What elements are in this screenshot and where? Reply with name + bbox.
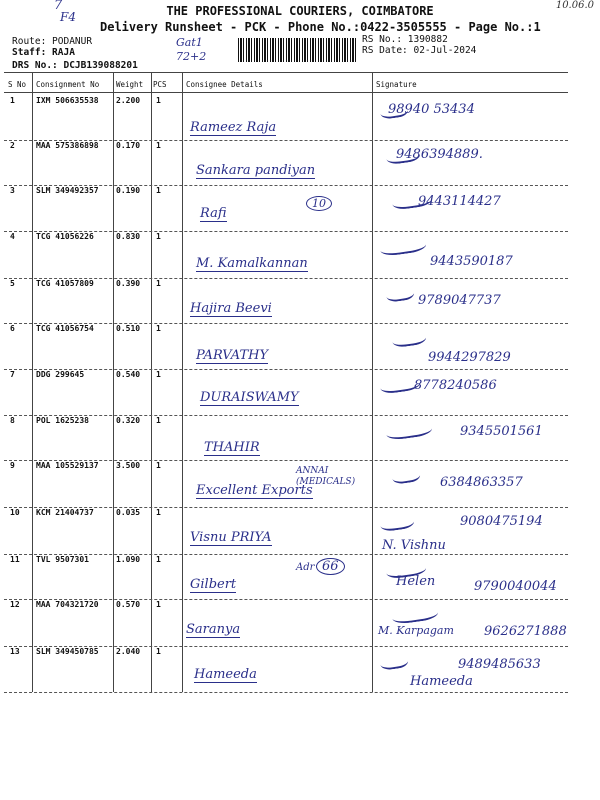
handwritten-gate: Gat1 bbox=[176, 36, 203, 49]
row-consignment-no: MAA 105529137 bbox=[36, 461, 99, 470]
row-consignee-name: Sankara pandiyan bbox=[196, 163, 316, 178]
row-sno: 11 bbox=[10, 555, 20, 564]
row-consignment-no: SLM 349450785 bbox=[36, 647, 99, 656]
row-signature-scribble bbox=[385, 419, 433, 441]
row-consignee-name: Rafi bbox=[200, 206, 227, 221]
row-phone-number: 9789047737 bbox=[418, 293, 501, 308]
row-consignee-name: Saranya bbox=[186, 622, 241, 637]
route-label: Route: PODANUR bbox=[12, 36, 93, 47]
row9-medicals-note: ANNAI (MEDICALS) bbox=[296, 466, 356, 487]
row-signature-scribble bbox=[391, 465, 421, 485]
row-signature-scribble bbox=[379, 235, 427, 257]
rs-date: RS Date: 02-Jul-2024 bbox=[362, 45, 477, 56]
row-weight: 0.570 bbox=[116, 600, 141, 609]
row10-signature-name: N. Vishnu bbox=[382, 538, 446, 553]
row11-circled-note: 66 bbox=[316, 558, 345, 575]
corner-date-note: 10.06.0 bbox=[555, 0, 594, 11]
row-sno: 1 bbox=[10, 96, 15, 105]
row-weight: 0.830 bbox=[116, 232, 141, 241]
row-weight: 0.170 bbox=[116, 141, 141, 150]
row-sno: 3 bbox=[10, 186, 15, 195]
row-phone-number: 98940 53434 bbox=[388, 102, 475, 117]
row-consignee-name: PARVATHY bbox=[196, 348, 269, 363]
row-consignment-no: TCG 41057809 bbox=[36, 279, 94, 288]
row-sno: 12 bbox=[10, 600, 20, 609]
row-pcs: 1 bbox=[156, 186, 161, 195]
row-consignment-no: DDG 299645 bbox=[36, 370, 85, 379]
document-subtitle: Delivery Runsheet - PCK - Phone No.:0422-3505555 - Page No.:1 bbox=[100, 20, 541, 34]
row-phone-number: 6384863357 bbox=[440, 475, 523, 490]
row-phone-number: 9080475194 bbox=[460, 514, 543, 529]
row-pcs: 1 bbox=[156, 461, 161, 470]
row-consignment-no: TCG 41056754 bbox=[36, 324, 94, 333]
row-pcs: 1 bbox=[156, 416, 161, 425]
row-weight: 1.090 bbox=[116, 555, 141, 564]
row-consignment-no: IXM 506635538 bbox=[36, 96, 99, 105]
row-phone-number: 8778240586 bbox=[414, 378, 497, 393]
row-sno: 6 bbox=[10, 324, 15, 333]
handwritten-number: 7 bbox=[54, 0, 63, 13]
barcode bbox=[238, 38, 356, 62]
row-consignment-no: KCM 21404737 bbox=[36, 508, 94, 517]
row-pcs: 1 bbox=[156, 508, 161, 517]
row11-adr-note: Adr bbox=[296, 562, 315, 573]
row11-signature-name: Helen bbox=[396, 574, 436, 589]
row12-signature-name: M. Karpagam bbox=[378, 624, 454, 637]
row-phone-number: 9626271888 bbox=[484, 624, 567, 639]
row-divider bbox=[4, 369, 568, 370]
row-pcs: 1 bbox=[156, 324, 161, 333]
row-weight: 3.500 bbox=[116, 461, 141, 470]
rs-number: RS No.: 1390882 bbox=[362, 34, 448, 45]
row-signature-scribble bbox=[379, 651, 409, 671]
drs-number: DRS No.: DCJB139088201 bbox=[12, 60, 138, 71]
row-pcs: 1 bbox=[156, 647, 161, 656]
row-signature-scribble bbox=[391, 328, 427, 349]
row-consignment-no: SLM 349492357 bbox=[36, 186, 99, 195]
row-sno: 7 bbox=[10, 370, 15, 379]
row-signature-scribble bbox=[385, 283, 415, 303]
row-sno: 2 bbox=[10, 141, 15, 150]
row-consignee-name: Rameez Raja bbox=[190, 120, 277, 135]
row-pcs: 1 bbox=[156, 370, 161, 379]
row-weight: 0.035 bbox=[116, 508, 141, 517]
row-pcs: 1 bbox=[156, 96, 161, 105]
row-sno: 13 bbox=[10, 647, 20, 656]
header-bottom-border bbox=[4, 92, 568, 93]
row-consignment-no: TCG 41056226 bbox=[36, 232, 94, 241]
row-pcs: 1 bbox=[156, 141, 161, 150]
row-weight: 2.200 bbox=[116, 96, 141, 105]
row-pcs: 1 bbox=[156, 279, 161, 288]
row-consignee-name: Visnu PRIYA bbox=[190, 530, 272, 545]
row-weight: 0.190 bbox=[116, 186, 141, 195]
row-consignment-no: TVL 9507301 bbox=[36, 555, 89, 564]
row-divider bbox=[4, 692, 568, 693]
row-consignee-name: Excellent Exports bbox=[196, 483, 313, 498]
column-header-consignment: Consignment No bbox=[36, 80, 100, 89]
row-phone-number: 9944297829 bbox=[428, 350, 511, 365]
row-phone-number: 9443114427 bbox=[418, 194, 501, 209]
row-sno: 9 bbox=[10, 461, 15, 470]
row-weight: 0.540 bbox=[116, 370, 141, 379]
row-weight: 2.040 bbox=[116, 647, 141, 656]
row-phone-number: 9790040044 bbox=[474, 579, 557, 594]
row-pcs: 1 bbox=[156, 600, 161, 609]
row-signature-scribble bbox=[385, 145, 421, 166]
row-pcs: 1 bbox=[156, 232, 161, 241]
handwritten-code: F4 bbox=[60, 10, 76, 24]
document-title: THE PROFESSIONAL COURIERS, COIMBATORE bbox=[166, 4, 434, 18]
row-consignment-no: MAA 704321720 bbox=[36, 600, 99, 609]
row3-circled-note: 10 bbox=[306, 196, 332, 211]
column-header-consignee: Consignee Details bbox=[186, 80, 263, 89]
row-sno: 4 bbox=[10, 232, 15, 241]
row-sno: 8 bbox=[10, 416, 15, 425]
row-consignee-name: Hajira Beevi bbox=[190, 301, 272, 316]
column-header-weight: Weight bbox=[116, 80, 144, 89]
row-consignee-name: M. Kamalkannan bbox=[196, 256, 308, 271]
column-header-pcs: PCS bbox=[153, 80, 167, 89]
row-sno: 10 bbox=[10, 508, 20, 517]
row-phone-number: 9489485633 bbox=[458, 657, 541, 672]
row-phone-number: 9443590187 bbox=[430, 254, 513, 269]
row-consignee-name: THAHIR bbox=[204, 440, 260, 455]
row-weight: 0.320 bbox=[116, 416, 141, 425]
row-sno: 5 bbox=[10, 279, 15, 288]
column-header-sno: S No bbox=[8, 80, 27, 89]
row-signature-scribble bbox=[391, 603, 439, 625]
row-weight: 0.390 bbox=[116, 279, 141, 288]
row-consignment-no: POL 1625238 bbox=[36, 416, 89, 425]
staff-label: Staff: RAJA bbox=[12, 47, 75, 58]
row-weight: 0.510 bbox=[116, 324, 141, 333]
row-pcs: 1 bbox=[156, 555, 161, 564]
row-consignee-name: DURAISWAMY bbox=[200, 390, 299, 405]
row-phone-number: 9486394889. bbox=[396, 147, 483, 162]
row-phone-number: 9345501561 bbox=[460, 424, 543, 439]
row-consignee-name: Gilbert bbox=[190, 577, 237, 592]
column-header-signature: Signature bbox=[376, 80, 417, 89]
row-signature-scribble bbox=[379, 512, 415, 533]
row-consignee-name: Hameeda bbox=[194, 667, 257, 682]
row13-signature-name: Hameeda bbox=[410, 674, 473, 689]
table-top-border bbox=[4, 72, 568, 73]
handwritten-gate-count: 72+2 bbox=[176, 50, 207, 63]
row-consignment-no: MAA 575386898 bbox=[36, 141, 99, 150]
